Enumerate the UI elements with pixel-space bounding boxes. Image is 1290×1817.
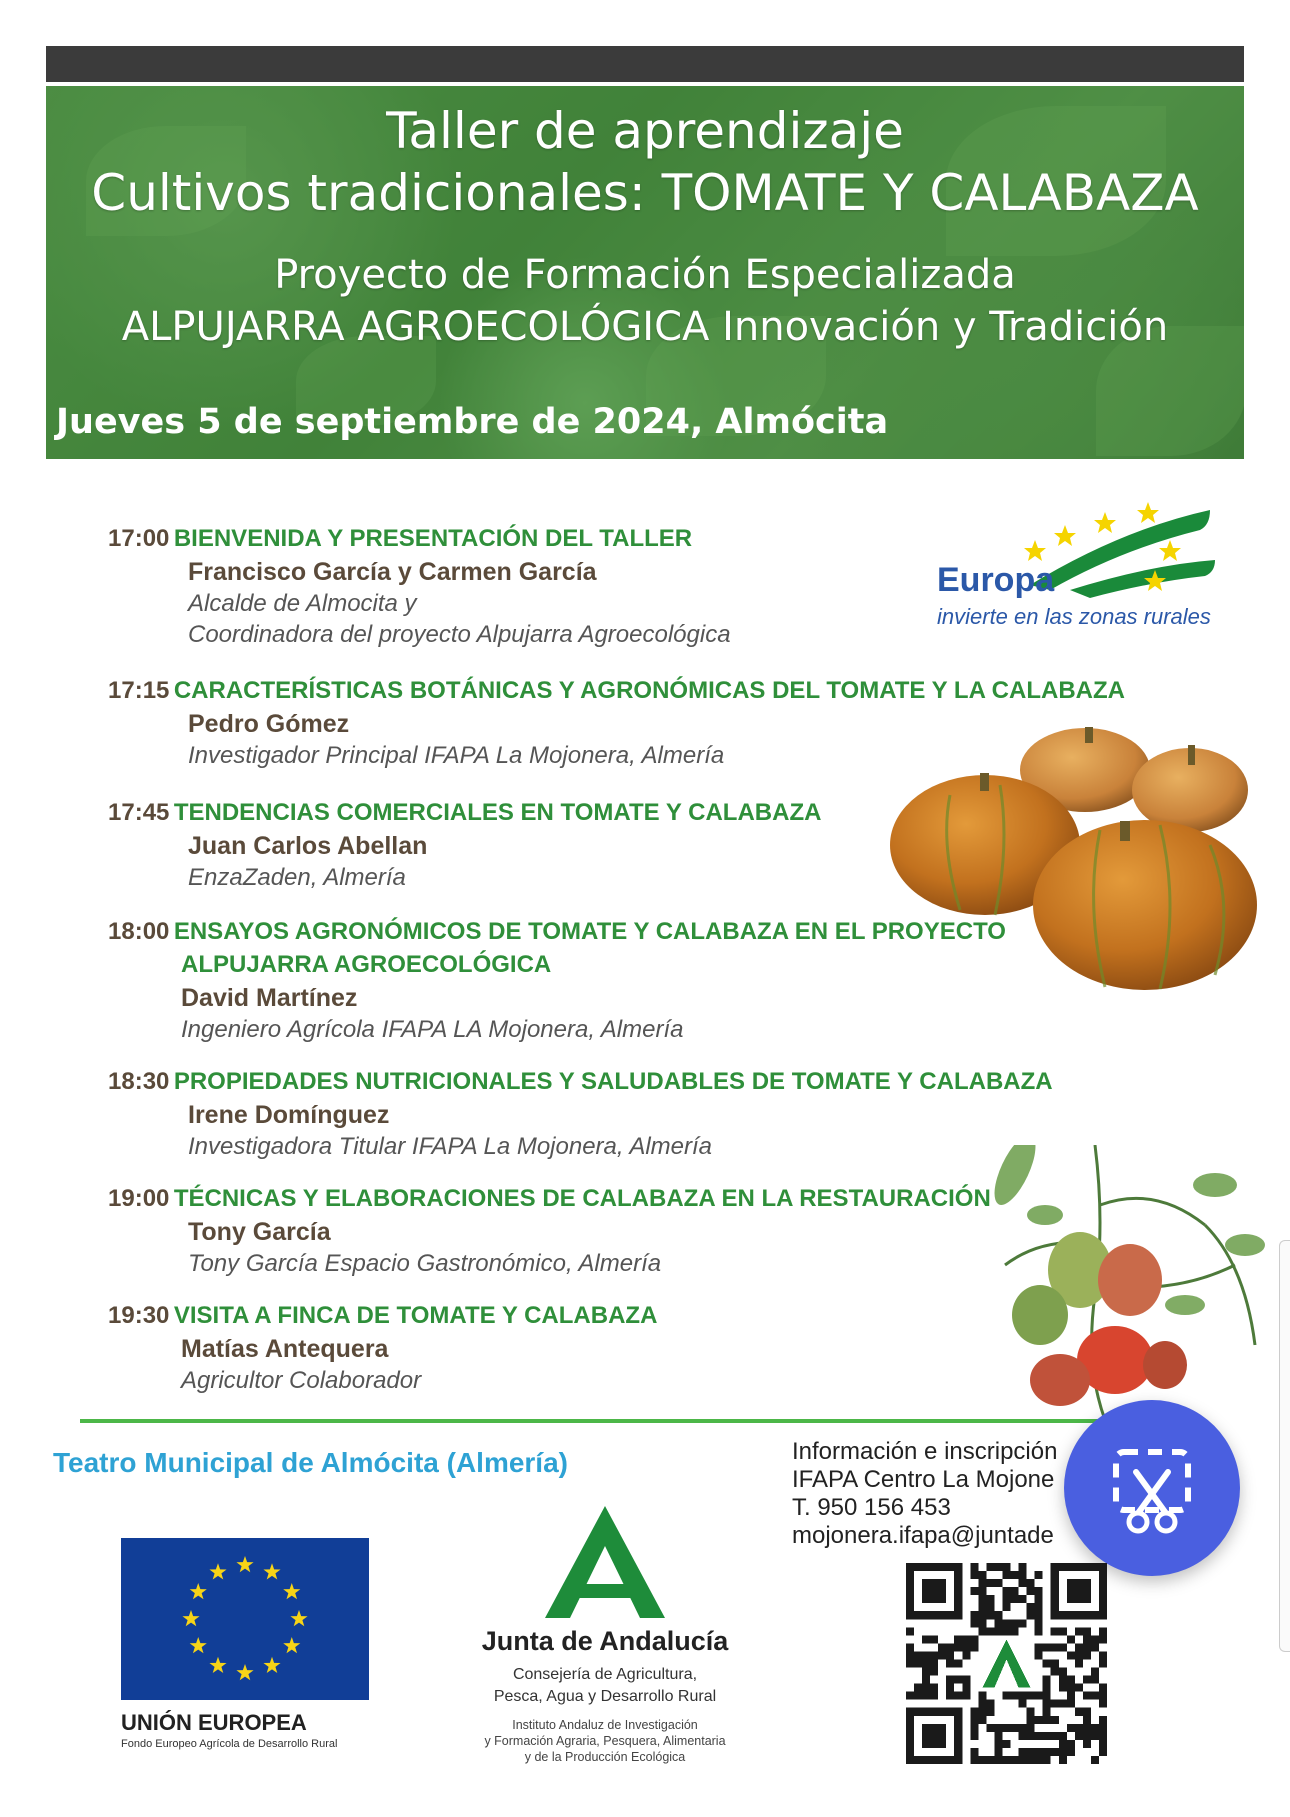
junta-institute (440, 1717, 770, 1765)
program-title: TÉCNICAS Y ELABORACIONES DE CALABAZA EN LA RESTAURACIÓN (173, 1185, 991, 1212)
eu-star (290, 1610, 307, 1626)
program-time: 19:00 (108, 1185, 170, 1212)
program-role: Tony García Espacio Gastronómico, Almería (188, 1250, 662, 1277)
info-line: Información e inscripción (792, 1438, 1058, 1465)
eu-title: UNIÓN EUROPEA (121, 1710, 307, 1735)
program-title: CARACTERÍSTICAS BOTÁNICAS Y AGRONÓMICAS DEL TOMATE Y LA CALABAZA (173, 677, 1125, 704)
eu-star (236, 1556, 253, 1572)
eu-star (283, 1583, 300, 1599)
program-item (108, 1068, 1053, 1160)
qr-code-icon[interactable] (906, 1563, 1107, 1764)
eu-star (182, 1610, 199, 1626)
banner-subtitle-line2: ALPUJARRA AGROECOLÓGICA Innovación y Tradición (121, 304, 1169, 350)
junta-andalucia-logo-icon (545, 1506, 665, 1618)
program-speaker: Pedro Gómez (188, 710, 350, 738)
header-banner (46, 86, 1244, 459)
program-role: EnzaZaden, Almería (188, 864, 406, 891)
program-item (108, 918, 1006, 1043)
program-item (108, 1185, 991, 1277)
info-email[interactable]: mojonera.ifapa@juntade (792, 1522, 1054, 1549)
program-role: Ingeniero Agrícola IFAPA LA Mojonera, Almería (181, 1016, 684, 1043)
program-speaker: Tony García (188, 1218, 331, 1246)
banner-subtitle-line1: Proyecto de Formación Especializada (274, 252, 1016, 298)
program-role-line2: Coordinadora del proyecto Alpujarra Agroecológica (188, 621, 731, 648)
program-title: ENSAYOS AGRONÓMICOS DE TOMATE Y CALABAZA EN EL PROYECTO (173, 918, 1006, 945)
program-title: BIENVENIDA Y PRESENTACIÓN DEL TALLER (173, 525, 693, 552)
program-speaker: Matías Antequera (181, 1335, 389, 1363)
pumpkins-image (890, 725, 1260, 1000)
institute-line: Instituto Andaluz de Investigación (512, 1718, 698, 1732)
event-date: Jueves 5 de septiembre de 2024, Almócita (56, 402, 889, 442)
eu-star (263, 1657, 280, 1673)
program-speaker: David Martínez (181, 984, 358, 1012)
eu-star (190, 1583, 207, 1599)
program-time: 19:30 (108, 1302, 170, 1329)
program-title: VISITA A FINCA DE TOMATE Y CALABAZA (173, 1302, 658, 1329)
program-time: 17:00 (108, 525, 170, 552)
program-speaker: Juan Carlos Abellan (188, 832, 428, 860)
program-role: Investigadora Titular IFAPA La Mojonera, Almería (188, 1133, 713, 1160)
eu-flag-logo (121, 1538, 369, 1700)
eu-stars-icon (121, 1538, 369, 1700)
program-time: 18:00 (108, 918, 170, 945)
info-line: IFAPA Centro La Mojone (792, 1466, 1055, 1493)
program-time: 17:15 (108, 677, 170, 704)
program-item (108, 525, 731, 648)
program-title: TENDENCIAS COMERCIALES EN TOMATE Y CALABAZA (173, 799, 822, 826)
scrollbar[interactable] (1279, 1240, 1290, 1652)
eu-subtitle: Fondo Europeo Agrícola de Desarrollo Rural (121, 1738, 338, 1750)
program-role: Alcalde de Almocita y (188, 590, 417, 617)
top-bar (46, 46, 1244, 82)
program-speaker: Irene Domínguez (188, 1101, 390, 1129)
program-time: 17:45 (108, 799, 170, 826)
eu-star (209, 1657, 226, 1673)
contact-info (792, 1438, 1057, 1550)
program-item (108, 677, 1125, 769)
info-phone: T. 950 156 453 (792, 1494, 951, 1521)
banner-title-line2: Cultivos tradicionales: TOMATE Y CALABAZA (91, 164, 1199, 222)
program-item (108, 1302, 658, 1394)
eu-star (209, 1563, 226, 1579)
section-divider (80, 1419, 1110, 1423)
europa-logo-slogan: invierte en las zonas rurales (937, 604, 1211, 629)
banner-title-line1: Taller de aprendizaje (386, 102, 904, 160)
eu-star (283, 1637, 300, 1653)
program-speaker: Francisco García y Carmen García (188, 558, 597, 586)
venue-name: Teatro Municipal de Almócita (Almería) (53, 1447, 568, 1478)
institute-line: y de la Producción Ecológica (524, 1750, 686, 1764)
program-role: Investigador Principal IFAPA La Mojonera, Almería (188, 742, 725, 769)
program-item (108, 799, 822, 891)
europa-logo-word: Europa (937, 561, 1055, 599)
screenshot-crop-button[interactable] (1064, 1400, 1240, 1576)
eu-star (263, 1563, 280, 1579)
eu-star (236, 1664, 253, 1680)
junta-department-line1: Consejería de Agricultura, (512, 1666, 698, 1683)
screenshot-crop-scissors-icon (1064, 1400, 1240, 1576)
tomato-plant-image (985, 1145, 1280, 1420)
program-role: Agricultor Colaborador (181, 1367, 422, 1394)
eu-star (190, 1637, 207, 1653)
program-time: 18:30 (108, 1068, 170, 1095)
program-title: PROPIEDADES NUTRICIONALES Y SALUDABLES DE TOMATE Y CALABAZA (173, 1068, 1053, 1095)
institute-line: y Formación Agraria, Pesquera, Alimentaria (484, 1734, 726, 1748)
junta-department-line2: Pesca, Agua y Desarrollo Rural (493, 1688, 717, 1705)
junta-name: Junta de Andalucía (481, 1626, 729, 1656)
program-title-continued: ALPUJARRA AGROECOLÓGICA (181, 951, 552, 978)
